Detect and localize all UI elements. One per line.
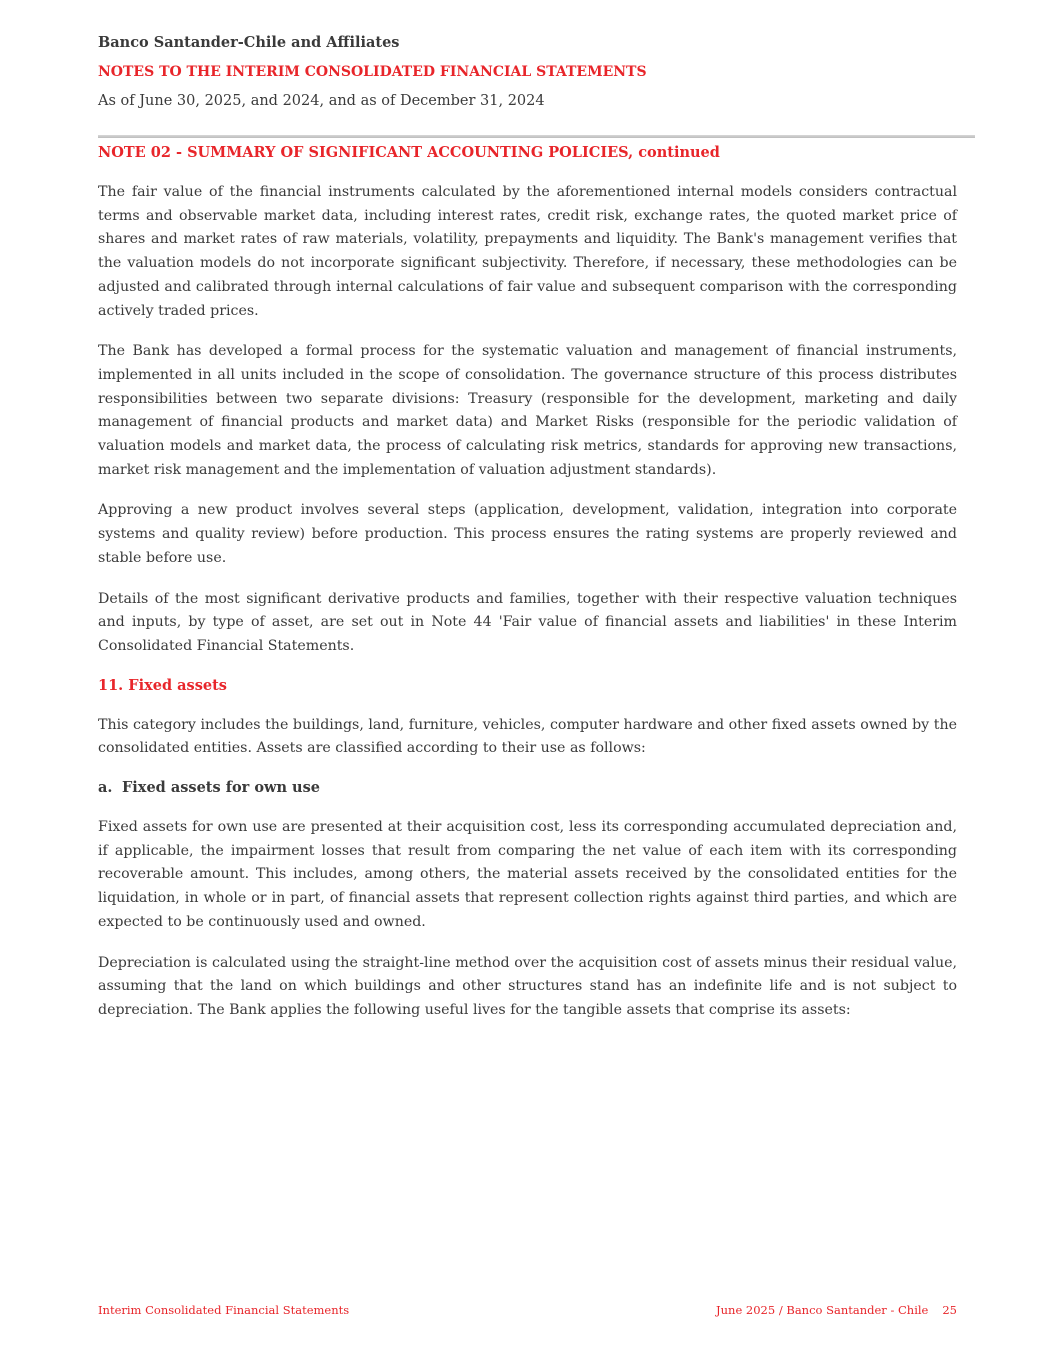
sub-heading-own-use: [98, 778, 957, 798]
section-heading-fixed-assets: 11. Fixed assets: [98, 676, 227, 694]
paragraph-own-use: Fixed assets for own use are presented at their acquisition cost, less its corresponding accumulated depreciation and, if applicable, the impairment losses that result from comparing the net value of each item with its corresponding recoverable amount. This includes, among others, the material assets received by the consolidated entities for the liquidation, in whole or in part, of financial assets that represent collection rights against third parties, and which are expected to be continuously used and owned.: [98, 819, 957, 930]
document-body: [98, 143, 957, 1040]
paragraph-fixed-assets-intro: This category includes the buildings, land, furniture, vehicles, computer hardware and other fixed assets owned by the consolidated entities. Assets are classified according to their use as follows:: [98, 716, 957, 757]
document-title: NOTES TO THE INTERIM CONSOLIDATED FINANCIAL STATEMENTS: [98, 64, 647, 80]
note-heading: NOTE 02 - SUMMARY OF SIGNIFICANT ACCOUNTING POLICIES, continued: [98, 144, 720, 161]
header-divider: [98, 135, 975, 138]
paragraph-new-product: Approving a new product involves several steps (application, development, validation, integration into corporate systems and quality review) before production. This process ensures the rating systems are properly reviewed and stable before use.: [98, 502, 957, 566]
page-number: 25: [942, 1303, 957, 1317]
footer-document-name: Interim Consolidated Financial Statements: [98, 1303, 350, 1317]
company-name: Banco Santander-Chile and Affiliates: [98, 34, 400, 51]
paragraph-fair-value: The fair value of the financial instruments calculated by the aforementioned internal models considers contractual terms and observable market data, including interest rates, credit risk, exchange rates, the quoted market price of shares and market rates of raw materials, volatility, prepayments and liquidity. The Bank's management verifies that the valuation models do not incorporate significant subjectivity. Therefore, if necessary, these methodologies can be adjusted and calibrated through internal calculations of fair value and subsequent comparison with the corresponding actively traded prices.: [98, 184, 957, 319]
sub-heading-label: Fixed assets for own use: [122, 779, 320, 797]
sub-heading-marker: a.: [98, 779, 113, 797]
paragraph-depreciation: Depreciation is calculated using the straight-line method over the acquisition cost of assets minus their residual value, assuming that the land on which buildings and other structures stand has an indefinite life and is not subject to depreciation. The Bank applies the following useful lives for the tangible assets that comprise its assets:: [98, 954, 957, 1018]
footer-period-bank: June 2025 / Banco Santander - Chile: [716, 1303, 929, 1317]
paragraph-derivatives: Details of the most significant derivative products and families, together with their respective valuation techniques and inputs, by type of asset, are set out in Note 44 'Fair value of financial assets and liabilities' in these Interim Consolidated Financial Statements.: [98, 590, 957, 654]
footer-right: [716, 1303, 957, 1317]
paragraph-valuation-process: The Bank has developed a formal process for the systematic valuation and management of financial instruments, implemented in all units included in the scope of consolidation. The governance structure of this process distributes responsibilities between two separate divisions: Treasury (responsible for the development, marketing and daily management of financial products and market data) and Market Risks (responsible for the periodic validation of valuation models and market data, the process of calculating risk metrics, standards for approving new transactions, market risk management and the implementation of valuation adjustment standards).: [98, 343, 957, 478]
reporting-dates: As of June 30, 2025, and 2024, and as of December 31, 2024: [98, 93, 545, 109]
